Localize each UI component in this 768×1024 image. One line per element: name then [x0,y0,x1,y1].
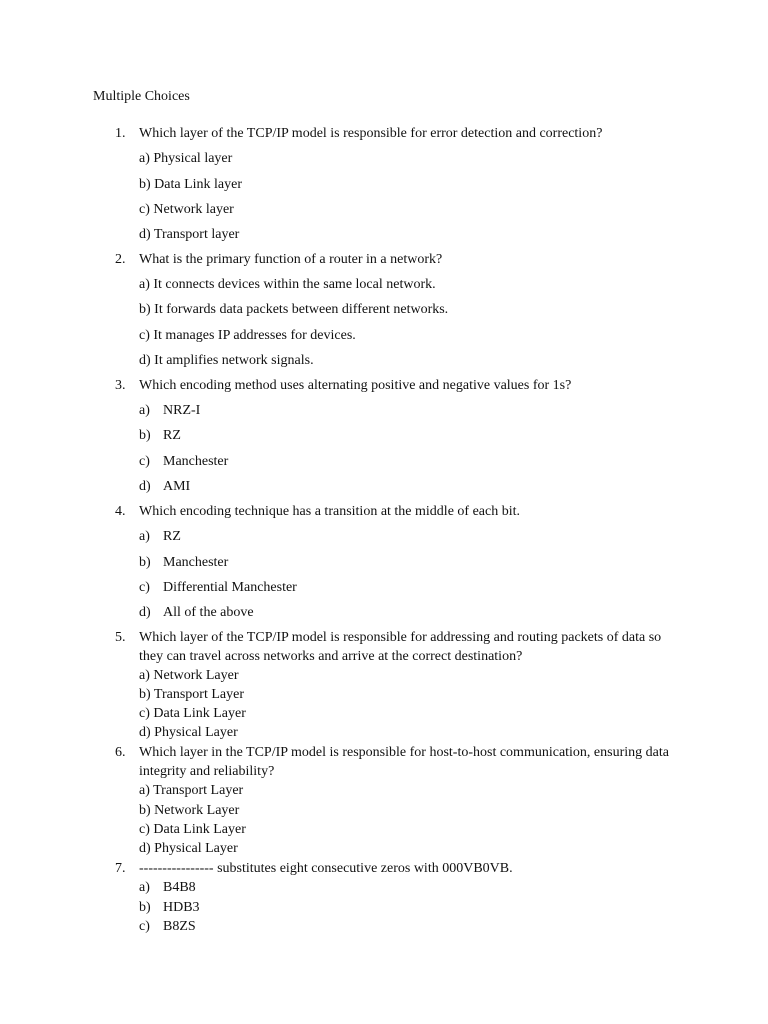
option-letter: b) [139,555,151,570]
answer-option: b) It forwards data packets between different networks. [139,302,449,317]
answer-option: d) It amplifies network signals. [139,353,314,368]
answer-option [139,604,254,621]
question-number: 6. [115,745,126,760]
option-label: Manchester [163,555,229,570]
answer-option: a) It connects devices within the same local network. [139,277,436,292]
option-label: B8ZS [163,919,196,934]
answer-option: a) Transport Layer [139,783,244,798]
option-label: NRZ-I [163,403,201,418]
option-label: RZ [163,529,181,544]
answer-option [139,427,181,444]
answer-option: b) Data Link layer [139,177,243,192]
answer-option: b) Transport Layer [139,687,244,702]
question-text: Which layer of the TCP/IP model is responsible for error detection and correction? [139,126,603,141]
option-label: All of the above [163,605,254,620]
question-number: 3. [115,378,126,393]
option-letter: b) [139,900,151,915]
answer-option: d) Physical Layer [139,841,238,856]
option-letter: c) [139,580,150,595]
question-text: What is the primary function of a router in a network? [139,252,443,267]
answer-option [139,879,196,896]
answer-option: a) Physical layer [139,151,233,166]
option-letter: d) [139,479,151,494]
answer-option [139,579,297,596]
answer-option [139,478,190,495]
option-letter: a) [139,529,150,544]
question-number: 4. [115,504,126,519]
option-letter: c) [139,919,150,934]
question-number: 2. [115,252,126,267]
answer-option [139,918,196,935]
question-number: 1. [115,126,126,141]
question-number: 5. [115,630,126,645]
answer-option: d) Physical Layer [139,725,238,740]
option-letter: c) [139,454,150,469]
answer-option: c) It manages IP addresses for devices. [139,328,356,343]
option-label: HDB3 [163,900,200,915]
answer-option [139,453,228,470]
option-label: AMI [163,479,191,494]
question-text: Which encoding technique has a transition at the middle of each bit. [139,504,520,519]
question-text: Which encoding method uses alternating positive and negative values for 1s? [139,378,572,393]
answer-option: c) Network layer [139,202,234,217]
option-letter: b) [139,428,151,443]
answer-option [139,554,228,571]
answer-option: c) Data Link Layer [139,706,246,721]
answer-option: a) Network Layer [139,668,239,683]
question-number: 7. [115,861,126,876]
answer-option [139,899,200,916]
option-label: Differential Manchester [163,580,297,595]
answer-option [139,528,181,545]
option-label: Manchester [163,454,229,469]
answer-option: d) Transport layer [139,227,240,242]
question-text: Which layer of the TCP/IP model is responsible for addressing and routing packets of data so they can travel across networks and arrive at the correct destination? [139,630,662,664]
option-letter: a) [139,403,150,418]
answer-option: c) Data Link Layer [139,822,246,837]
question-text: ---------------- substitutes eight consecutive zeros with 000VB0VB. [139,861,513,876]
answer-option: b) Network Layer [139,803,240,818]
answer-option [139,402,200,419]
document-title: Multiple Choices [93,89,190,104]
option-letter: a) [139,880,150,895]
option-label: RZ [163,428,181,443]
option-letter: d) [139,605,151,620]
question-text: Which layer in the TCP/IP model is responsible for host-to-host communication, ensuring data integrity and reliability? [139,745,669,779]
option-label: B4B8 [163,880,196,895]
